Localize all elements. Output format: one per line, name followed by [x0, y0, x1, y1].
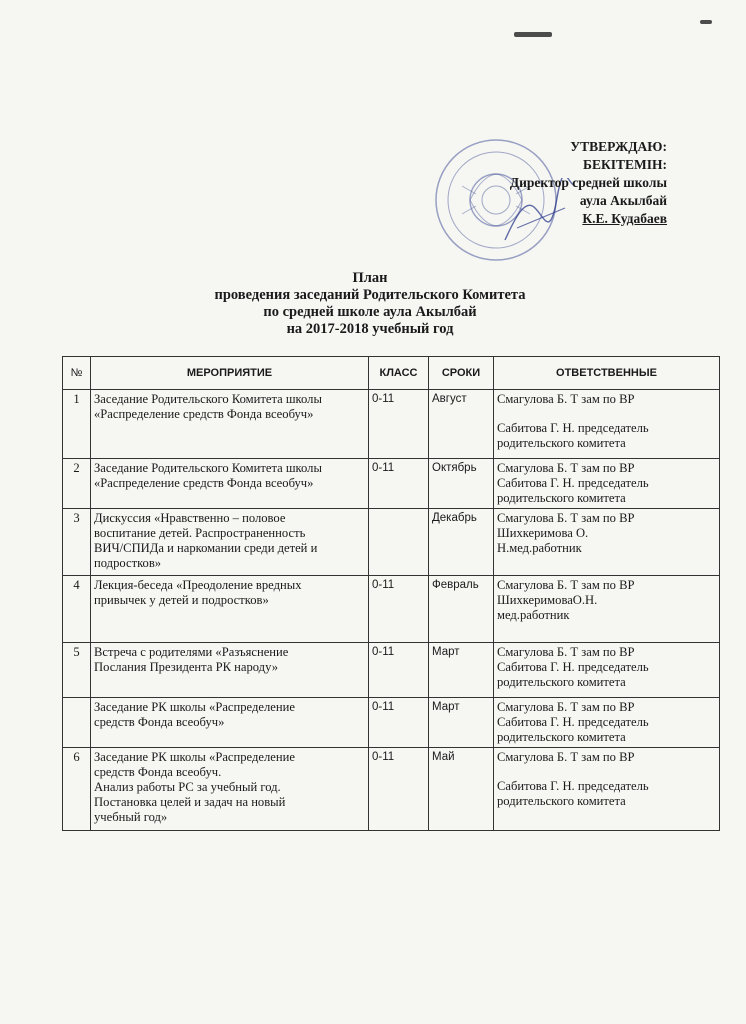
event-cell-line: ВИЧ/СПИДа и наркомании среди детей и [94, 541, 318, 555]
approver-position: Директор средней школы [509, 175, 667, 190]
title-line-1: План [352, 270, 388, 286]
event-cell-line: средств Фонда всеобуч» [94, 715, 225, 729]
table-row [63, 459, 720, 509]
class-cell: 0-11 [369, 459, 429, 509]
responsible-cell [494, 748, 720, 831]
event-cell [91, 459, 369, 509]
responsible-cell-line: Смагулова Б. Т зам по ВР [497, 461, 635, 475]
class-cell: 0-11 [369, 576, 429, 643]
class-cell: 0-11 [369, 643, 429, 698]
scan-artifact [700, 20, 712, 24]
approval-block [455, 138, 667, 228]
responsible-cell-line: Смагулова Б. Т зам по ВР [497, 578, 635, 592]
class-cell: 0-11 [369, 748, 429, 831]
table-row [63, 390, 720, 459]
event-cell-line: Постановка целей и задач на новый [94, 795, 286, 809]
event-cell-line: Заседание Родительского Комитета школы [94, 392, 322, 406]
responsible-cell-line: Смагулова Б. Т зам по ВР [497, 700, 635, 714]
class-cell: 0-11 [369, 698, 429, 748]
table-body [63, 390, 720, 831]
event-cell-line: «Распределение средств Фонда всеобуч» [94, 476, 314, 490]
event-cell [91, 509, 369, 576]
responsible-cell-line: Сабитова Г. Н. председатель [497, 779, 649, 793]
responsible-cell-line: родительского комитета [497, 491, 626, 505]
table-row [63, 748, 720, 831]
row-number-cell [63, 698, 91, 748]
event-cell [91, 643, 369, 698]
event-cell-line: «Распределение средств Фонда всеобуч» [94, 407, 314, 421]
responsible-cell-line: ШихкеримоваО.Н. [497, 593, 598, 607]
responsible-cell-line: родительского комитета [497, 436, 626, 450]
event-cell-line: учебный год» [94, 810, 168, 824]
responsible-cell-line: Сабитова Г. Н. председатель [497, 715, 649, 729]
responsible-cell-line: Сабитова Г. Н. председатель [497, 421, 649, 435]
term-cell: Декабрь [429, 509, 494, 576]
responsible-cell-line: Смагулова Б. Т зам по ВР [497, 750, 635, 764]
row-number-cell: 5 [63, 643, 91, 698]
approval-title-ru: УТВЕРЖДАЮ: [570, 139, 667, 154]
event-cell-line: воспитание детей. Распространенность [94, 526, 306, 540]
column-header-number: № [63, 357, 91, 390]
document-title [150, 270, 590, 338]
class-cell: 0-11 [369, 390, 429, 459]
term-cell: Август [429, 390, 494, 459]
approval-title-kz: БЕКІТЕМІН: [583, 157, 667, 172]
event-cell-line: Заседание Родительского Комитета школы [94, 461, 322, 475]
table-row [63, 643, 720, 698]
term-cell: Февраль [429, 576, 494, 643]
approver-school: аула Акылбай [579, 193, 667, 208]
event-cell-line: привычек у детей и подростков» [94, 593, 269, 607]
table-row [63, 576, 720, 643]
responsible-cell-line: родительского комитета [497, 675, 626, 689]
table-row [63, 698, 720, 748]
event-cell-line: Анализ работы РС за учебный год. [94, 780, 281, 794]
responsible-cell-line: Смагулова Б. Т зам по ВР [497, 392, 635, 406]
responsible-cell-line: Смагулова Б. Т зам по ВР [497, 645, 635, 659]
event-cell-line: Лекция-беседа «Преодоление вредных [94, 578, 302, 592]
event-cell [91, 576, 369, 643]
responsible-cell-line: Сабитова Г. Н. председатель [497, 660, 649, 674]
responsible-cell [494, 576, 720, 643]
responsible-cell-line: Н.мед.работник [497, 541, 582, 555]
row-number-cell: 3 [63, 509, 91, 576]
row-number-cell: 1 [63, 390, 91, 459]
responsible-cell-line: Смагулова Б. Т зам по ВР [497, 511, 635, 525]
event-cell-line: подростков» [94, 556, 162, 570]
responsible-cell [494, 390, 720, 459]
approver-name: К.Е. Кудабаев [582, 211, 667, 226]
table-header-row [63, 357, 720, 390]
event-cell-line: Заседание РК школы «Распределение [94, 750, 295, 764]
title-line-2: проведения заседаний Родительского Комитета [214, 287, 526, 303]
plan-table [62, 356, 720, 831]
responsible-cell-line [497, 407, 716, 421]
column-header-event: МЕРОПРИЯТИЕ [91, 357, 369, 390]
term-cell: Октябрь [429, 459, 494, 509]
column-header-class: КЛАСС [369, 357, 429, 390]
event-cell [91, 390, 369, 459]
scan-artifact [514, 32, 552, 37]
responsible-cell-line: Шихкеримова О. [497, 526, 589, 540]
event-cell [91, 748, 369, 831]
responsible-cell [494, 459, 720, 509]
responsible-cell [494, 643, 720, 698]
column-header-responsible: ОТВЕТСТВЕННЫЕ [494, 357, 720, 390]
responsible-cell-line: родительского комитета [497, 730, 626, 744]
row-number-cell: 6 [63, 748, 91, 831]
column-header-term: СРОКИ [429, 357, 494, 390]
event-cell [91, 698, 369, 748]
responsible-cell [494, 698, 720, 748]
term-cell: Март [429, 698, 494, 748]
class-cell [369, 509, 429, 576]
responsible-cell-line: родительского комитета [497, 794, 626, 808]
responsible-cell [494, 509, 720, 576]
event-cell-line: Дискуссия «Нравственно – половое [94, 511, 286, 525]
event-cell-line: Встреча с родителями «Разъяснение [94, 645, 289, 659]
responsible-cell-line: мед.работник [497, 608, 570, 622]
title-line-3: по средней школе аула Акылбай [263, 304, 477, 320]
row-number-cell: 2 [63, 459, 91, 509]
responsible-cell-line [497, 765, 716, 779]
term-cell: Март [429, 643, 494, 698]
event-cell-line: Заседание РК школы «Распределение [94, 700, 295, 714]
term-cell: Май [429, 748, 494, 831]
table-row [63, 509, 720, 576]
responsible-cell-line: Сабитова Г. Н. председатель [497, 476, 649, 490]
event-cell-line: Послания Президента РК народу» [94, 660, 278, 674]
row-number-cell: 4 [63, 576, 91, 643]
title-line-4: на 2017-2018 учебный год [286, 321, 454, 337]
event-cell-line: средств Фонда всеобуч. [94, 765, 222, 779]
